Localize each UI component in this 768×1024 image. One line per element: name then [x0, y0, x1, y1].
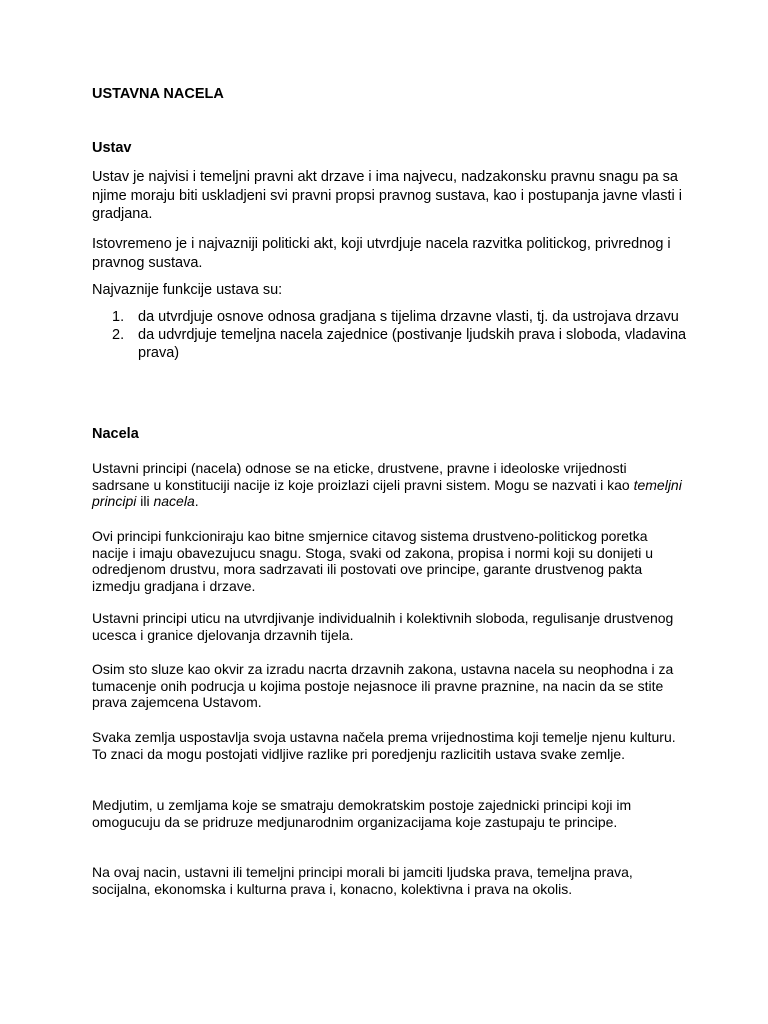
- paragraph-text: .: [194, 493, 199, 509]
- list-number: 1.: [112, 309, 125, 325]
- list-item: [92, 308, 692, 326]
- paragraph-text: Ustavni principi (nacela) odnose se na eticke, drustvene, pravne i ideoloske vrijednosti sadrsane u konstituciji nacije iz koje proizlazi cijeli pravni sistem. Mogu se nazvati i kao: [92, 460, 634, 493]
- paragraph: Osim sto sluze kao okvir za izradu nacrta drzavnih zakona, ustavna nacela su neophodna i za tumacenje onih podrucja u kojima postoje nejasnoce ili pravne praznine, na nacin da se stite prava zajemcena Ustavom.: [92, 661, 674, 710]
- list-item-text: da udvrdjuje temeljna nacela zajednice (postivanje ljudskih prava i sloboda, vladavina prava): [138, 327, 687, 361]
- paragraph: Najvaznije funkcije ustava su:: [92, 282, 283, 298]
- document-title: USTAVNA NACELA: [92, 86, 224, 102]
- paragraph: Svaka zemlja uspostavlja svoja ustavna načela prema vrijednostima koji temelje njenu kulturu. To znaci da mogu postojati vidljive razlike pri poredjenju razlicitih ustava svake zemlje.: [92, 729, 676, 762]
- list-item-text: da utvrdjuje osnove odnosa gradjana s tijelima drzavne vlasti, tj. da ustrojava drzavu: [138, 309, 679, 325]
- functions-list: [92, 308, 692, 362]
- list-number: 2.: [112, 327, 125, 343]
- section-heading-nacela: Nacela: [92, 426, 139, 442]
- section-heading-ustav: Ustav: [92, 140, 132, 156]
- paragraph: Medjutim, u zemljama koje se smatraju demokratskim postoje zajednicki principi koji im omogucuju da se pridruze medjunarodnim organizacijama koje zastupaju te principe.: [92, 797, 632, 830]
- paragraph: Ustav je najvisi i temeljni pravni akt drzave i ima najvecu, nadzakonsku pravnu snagu pa sa njime moraju biti uskladjeni svi pravni propsi pravnog sustava, kao i postupanja javne vlasti i gradjana.: [92, 169, 682, 222]
- emphasis-text: temeljni principi: [92, 476, 682, 509]
- paragraph: Istovremeno je i najvazniji politicki akt, koji utvrdjuje nacela razvitka politickog, privrednog i pravnog sustava.: [92, 236, 671, 271]
- paragraph-text: ili: [136, 493, 154, 509]
- emphasis-text: nacela: [153, 493, 195, 509]
- paragraph: Ovi principi funkcioniraju kao bitne smjernice citavog sistema drustveno-politickog poretka nacije i imaju obavezujucu snagu. Stoga, svaki od zakona, propisa i normi koji su donijeti u odredjenom drustvu, mora sadrzavati ili postovati ove principe, garante drustvenog pakta izmedju gradjana i drzave.: [92, 528, 654, 594]
- paragraph: [92, 460, 682, 510]
- list-item: [92, 326, 692, 362]
- paragraph: Ustavni principi uticu na utvrdjivanje individualnih i kolektivnih sloboda, regulisanje drustvenog ucesca i granice djelovanja drzavnih tijela.: [92, 610, 674, 643]
- paragraph: Na ovaj nacin, ustavni ili temeljni principi morali bi jamciti ljudska prava, temeljna prava, socijalna, ekonomska i kulturna prava i, konacno, kolektivna i prava na okolis.: [92, 864, 633, 897]
